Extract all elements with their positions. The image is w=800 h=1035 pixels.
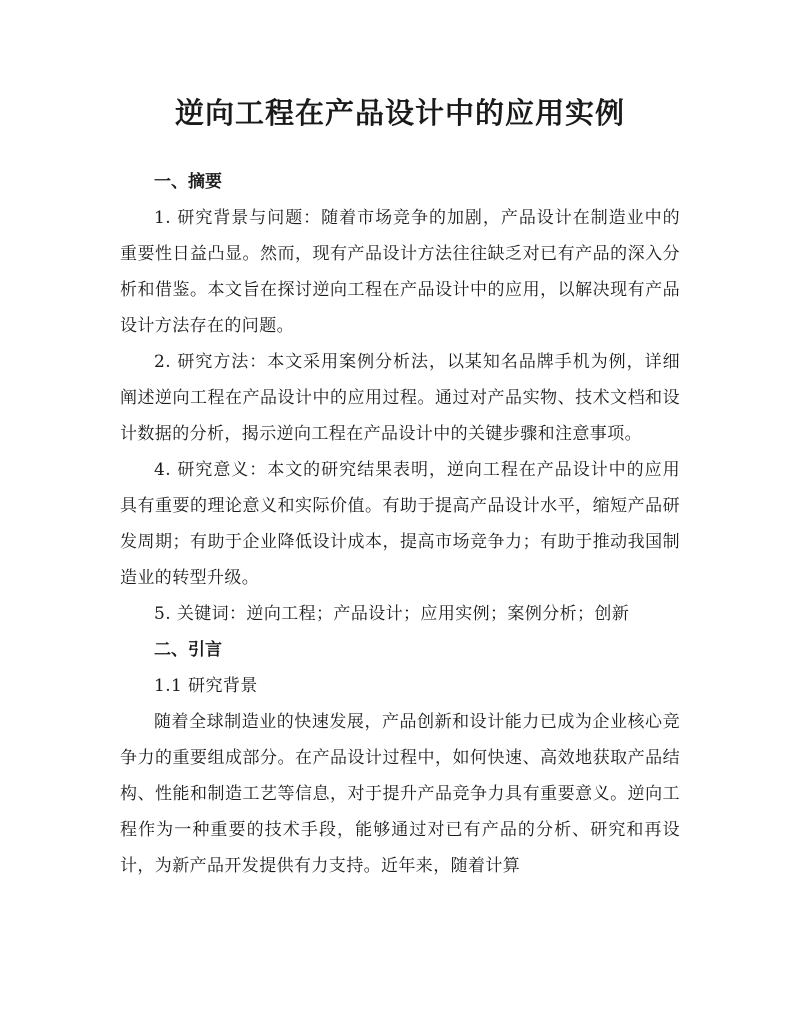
section-heading-abstract: 一、摘要 [154, 172, 222, 192]
paragraph-keywords: 5. 关键词：逆向工程；产品设计；应用实例；案例分析；创新 [154, 604, 630, 624]
paragraph-research-method: 2. 研究方法：本文采用案例分析法，以某知名品牌手机为例，详细阐述逆向工程在产品设计中的应用过程。通过对产品实物、技术文档和设计数据的分析，揭示逆向工程在产品设计中的关键步骤和注意事项。 [120, 352, 680, 444]
paragraph-research-significance: 4. 研究意义：本文的研究结果表明，逆向工程在产品设计中的应用具有重要的理论意义和实际价值。有助于提高产品设计水平，缩短产品研发周期；有助于企业降低设计成本，提高市场竞争力；有助于推动我国制造业的转型升级。 [120, 460, 680, 588]
paragraph-introduction: 随着全球制造业的快速发展，产品创新和设计能力已成为企业核心竞争力的重要组成部分。在产品设计过程中，如何快速、高效地获取产品结构、性能和制造工艺等信息，对于提升产品竞争力具有重要意义。逆向工程作为一种重要的技术手段，能够通过对已有产品的分析、研究和再设计，为新产品开发提供有力支持。近年来，随着计算 [120, 712, 680, 876]
section-heading-introduction: 二、引言 [154, 640, 222, 660]
subsection-heading-background: 1.1 研究背景 [154, 676, 258, 696]
paragraph-research-background: 1. 研究背景与问题：随着市场竞争的加剧，产品设计在制造业中的重要性日益凸显。然而，现有产品设计方法往往缺乏对已有产品的深入分析和借鉴。本文旨在探讨逆向工程在产品设计中的应用，以解决现有产品设计方法存在的问题。 [120, 208, 680, 336]
document-title: 逆向工程在产品设计中的应用实例 [174, 96, 625, 130]
